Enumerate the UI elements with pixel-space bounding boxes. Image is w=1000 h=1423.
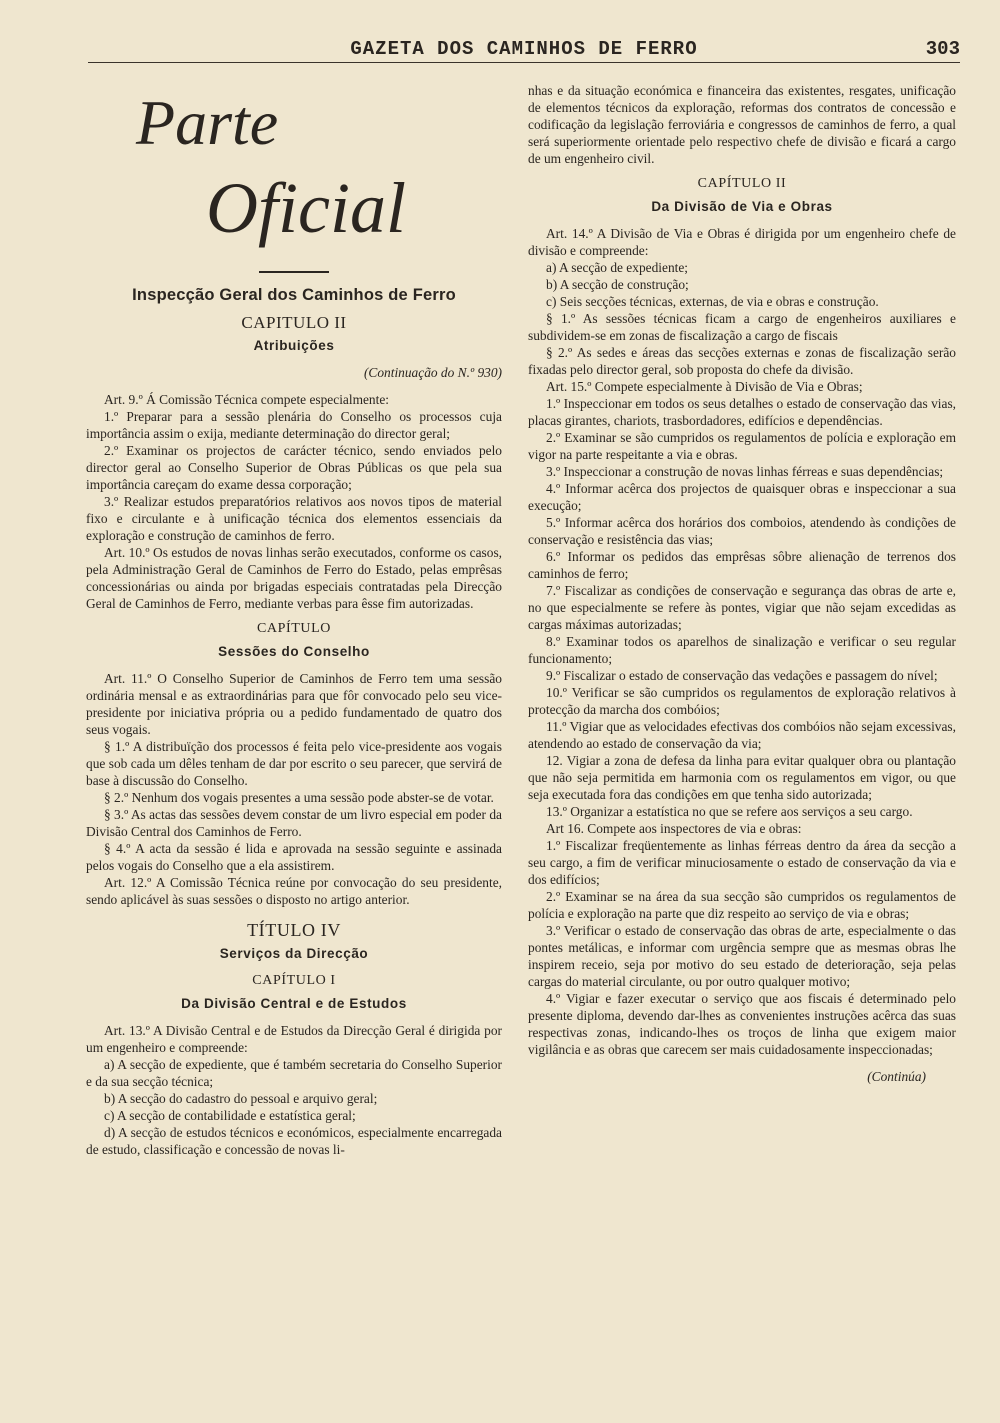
right-column (528, 82, 956, 1085)
paragraph: Art. 13.º A Divisão Central e de Estudos da Direcção Geral é dirigida por um engenheiro e compreende: (86, 1023, 502, 1055)
continued-note: (Continúa) (867, 1069, 926, 1084)
paragraph: § 1.º As sessões técnicas ficam a cargo de engenheiros auxiliares e subdividem-se em zonas de fiscalização a cargo de fiscais (528, 311, 956, 343)
paragraph: 1.º Preparar para a sessão plenária do Conselho os processos cuja importância assim o exija, mediante determinação do director geral; (86, 409, 502, 441)
paragraph: c) Seis secções técnicas, externas, de via e obras e construção. (546, 294, 879, 309)
subsection-heading: Sessões do Conselho (218, 644, 370, 659)
paragraph: 9.º Fiscalizar o estado de conservação das vedações e passagem do nível; (546, 668, 938, 683)
paragraph: 11.º Vigiar que as velocidades efectivas dos combóios não sejam excessivas, atendendo ao estado de conservação da via; (528, 719, 956, 751)
paragraph: 4.º Informar acêrca dos projectos de quaisquer obras e inspeccionar a sua execução; (528, 481, 956, 513)
section-heading: Inspecção Geral dos Caminhos de Ferro (132, 286, 456, 304)
subsection-heading: Da Divisão de Via e Obras (651, 199, 833, 214)
paragraph: § 2.º As sedes e áreas das secções externas e zonas de fiscalização serão fixadas pelo director geral, sob proposta do chefe da divisão. (528, 345, 956, 377)
paragraph: c) A secção de contabilidade e estatística geral; (104, 1108, 356, 1123)
paragraph: 12. Vigiar a zona de defesa da linha para evitar qualquer obra ou plantação que não seja permitida em harmonia com os regulamentos em vigor, ou que seja executada fora das condições em que tenha sido autorizada; (528, 753, 956, 802)
paragraph: Art 16. Compete aos inspectores de via e obras: (546, 821, 802, 836)
paragraph: 2.º Examinar se na área da sua secção são cumpridos os regulamentos de polícia e exploração na parte que diz respeito ao serviço de via e obras; (528, 889, 956, 921)
paragraph: 6.º Informar os pedidos das emprêsas sôbre alienação de terrenos dos caminhos de ferro; (528, 549, 956, 581)
chapter-heading: CAPÍTULO (256, 621, 332, 636)
subsection-heading: Atribuições (253, 338, 335, 353)
continuation-note: (Continuação do N.º 930) (363, 365, 502, 380)
paragraph: nhas e da situação económica e financeira das existentes, resgates, unificação de elementos técnicos da exploração, reformas dos contratos de concessão e codificação da legislação ferroviária e congressos de caminhos de ferro, a qual será superiormente orientade pelo respectivo chefe de divisão e ficará a cargo de um engenheiro civil. (528, 83, 956, 166)
journal-title: GAZETA DOS CAMINHOS DE FERRO (350, 38, 698, 60)
left-column (86, 78, 502, 1158)
paragraph: § 1.º A distribuïção dos processos é feita pelo vice-presidente aos vogais que sob cada um dêles tenham de dar por escrito o seu parecer, que servirá de base à discussão do Conselho. (86, 739, 502, 788)
paragraph: 3.º Realizar estudos preparatórios relativos aos novos tipos de material fixo e circulante e à unificação técnica dos elementos essenciais da exploração e construção de caminhos de ferro. (86, 494, 502, 543)
paragraph: 10.º Verificar se são cumpridos os regulamentos de exploração relativos à protecção da marcha dos combóios; (528, 685, 956, 717)
paragraph: Art. 12.º A Comissão Técnica reúne por convocação do seu presidente, sendo aplicável às suas sessões o disposto no artigo anterior. (86, 875, 502, 907)
paragraph: a) A secção de expediente, que é também secretaria do Conselho Superior e da sua secção técnica; (86, 1057, 502, 1089)
logo-line-oficial: Oficial (206, 168, 406, 248)
subsection-heading: Da Divisão Central e de Estudos (181, 996, 407, 1011)
divider-rule (259, 271, 329, 273)
paragraph: Art. 9.º Á Comissão Técnica compete especialmente: (104, 392, 390, 407)
chapter-heading: CAPÍTULO I (252, 973, 336, 988)
paragraph: 5.º Informar acêrca dos horários dos comboios, atendendo às condições de conservação e resistência das vias; (528, 515, 956, 547)
paragraph: § 3.º As actas das sessões devem constar de um livro especial em poder da Divisão Central dos Caminhos de Ferro. (86, 807, 502, 839)
paragraph: d) A secção de estudos técnicos e económicos, especialmente encarregada de estudo, classificação e concessão de novas li- (86, 1125, 502, 1157)
subsection-heading: Serviços da Direcção (219, 946, 369, 961)
paragraph: Art. 14.º A Divisão de Via e Obras é dirigida por um engenheiro chefe de divisão e compreende: (528, 226, 956, 258)
paragraph: 8.º Examinar todos os aparelhos de sinalização e verificar o seu regular funcionamento; (528, 634, 956, 666)
paragraph: Art. 10.º Os estudos de novas linhas serão executados, conforme os casos, pela Administração Geral de Caminhos de Ferro do Estado, pelas emprêsas concessionárias ou ainda por brigadas especiais contratadas pela Direcção Geral de Caminhos de Ferro, mediante verbas para êsse fim autorizadas. (86, 545, 502, 611)
paragraph: § 4.º A acta da sessão é lida e aprovada na sessão seguinte e assinada pelos vogais do Conselho que a ela assistirem. (86, 841, 502, 873)
paragraph: 1.º Inspeccionar em todos os seus detalhes o estado de conservação das vias, placas girantes, chariots, trasbordadores, edifícios e dependências. (528, 396, 956, 428)
paragraph: Art. 11.º O Conselho Superior de Caminhos de Ferro tem uma sessão ordinária mensal e as extraordinárias para que fôr convocado pelo seu vice-presidente por iniciativa própria ou a pedido fundamentado de quatro dos seus vogais. (86, 671, 502, 737)
paragraph: a) A secção de expediente; (546, 260, 689, 275)
paragraph: b) A secção de construção; (546, 277, 689, 292)
paragraph: b) A secção do cadastro do pessoal e arquivo geral; (104, 1091, 378, 1106)
paragraph: 3.º Verificar o estado de conservação das obras de arte, especialmente o das pontes metálicas, e informar com urgência sempre que as mesmas obras lhe inspirem receio, seja por motivo do seu estado de deterioração, seja pelas cargas do material circulante, ou por outro qualquer motivo; (528, 923, 956, 989)
paragraph: 4.º Vigiar e fazer executar o serviço que aos fiscais é determinado pelo presente diploma, devendo dar-lhes as convenientes instruções acêrca das suas respectivas zonas, indicando-lhes os troços de linha que exigem maior vigilância e as obras que carecem ser mais cuidadosamente inspeccionadas; (528, 991, 956, 1057)
parte-oficial-logo (86, 78, 502, 263)
page-header (88, 38, 960, 63)
paragraph: 3.º Inspeccionar a construção de novas linhas férreas e suas dependências; (546, 464, 944, 479)
paragraph: § 2.º Nenhum dos vogais presentes a uma sessão pode abster-se de votar. (104, 790, 494, 805)
paragraph: 13.º Organizar a estatística no que se refere aos serviços a seu cargo. (546, 804, 913, 819)
logo-line-parte: Parte (136, 87, 279, 158)
paragraph: 1.º Fiscalizar freqüentemente as linhas férreas dentro da área da secção a seu cargo, a fim de verificar minuciosamente o estado de conservação da via e dos edifícios; (528, 838, 956, 887)
chapter-heading: CAPITULO II (241, 313, 347, 332)
paragraph: 2.º Examinar os projectos de carácter técnico, sendo enviados pelo director geral ao Conselho Superior de Obras Públicas os que pela sua importância careçam do exame dessa corporação; (86, 443, 502, 492)
paragraph: 2.º Examinar se são cumpridos os regulamentos de polícia e exploração em vigor na parte respeitante a via e obras. (528, 430, 956, 462)
title-heading: TÍTULO IV (247, 920, 341, 940)
paragraph: Art. 15.º Compete especialmente à Divisão de Via e Obras; (546, 379, 863, 394)
paragraph: 7.º Fiscalizar as condições de conservação e segurança das obras de arte e, no que especialmente se refere às pontes, vigiar que não sejam excedidas as cargas máximas autorizadas; (528, 583, 956, 632)
chapter-heading: CAPÍTULO II (697, 176, 787, 191)
page-number: 303 (925, 38, 960, 60)
